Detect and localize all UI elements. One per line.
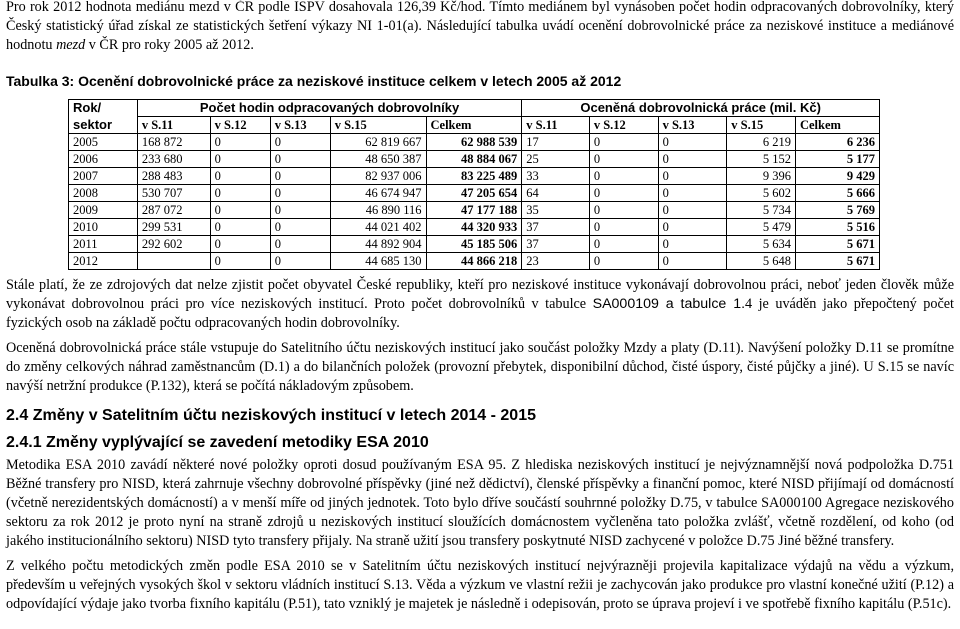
data-cell: 292 602	[137, 236, 210, 253]
paragraph-esa2010: Metodika ESA 2010 zavádí některé nové položky oproti dosud používaným ESA 95. Z hlediska neziskových institucí je nejvýznamnější nová podpoložka D.751 Běžné transfery pro NISD, která zahrnuje všechny dobrovolné příspěvky (jiné než dědictví), členské příspěvky a finanční pomoc, které NISD přijímají od domácností (včetně nerezidentských domácností) a v menší míře od jiných jednotek. Toto bylo dříve součástí souhrnné položky D.75, v tabulce SA000100 Agregace neziskového sektoru za rok 2012 je proto nyní na straně zdrojů u neziskových institucí sloužících domácnostem vyčleněna tato položka zvlášť, včetně rozdělení, od koho (od jakého institucionálního sektoru) NISD tyto transfery přijaly. Na straně užití jsou transfery poskytnuté NISD zachycené v položce D.75 Jiné běžné transfery.	[6, 457, 954, 549]
table-subheader-row	[69, 117, 880, 134]
intro-text-end: v ČR pro roky 2005 až 2012.	[85, 37, 254, 53]
table-row	[69, 151, 880, 168]
data-cell: 0	[270, 151, 330, 168]
data-cell: 0	[270, 168, 330, 185]
paragraph-methodology: Z velkého počtu metodických změn podle ESA 2010 se v Satelitním účtu neziskových institucí nejvýrazněji projevila kapitalizace výdajů na vědu a výzkum, především u veřejných vysokých škol v sektoru vládních institucí S.13. Věda a výzkum ve vlastní režii je zachycován jako produkce pro vlastní konečné užití (P.12) a odpovídající výdaje jako tvorba fixního kapitálu (P.51), tato vzniklý je majetek je následně i odepisován, proto se úprava projeví i ve spotřebě fixního kapitálu (P.51c).	[6, 558, 954, 612]
table-group-header-row	[69, 100, 880, 117]
data-cell: 299 531	[137, 219, 210, 236]
data-cell: 0	[589, 202, 658, 219]
data-cell: 5 769	[795, 202, 879, 219]
table-body	[69, 134, 880, 270]
data-cell: 0	[589, 253, 658, 270]
data-cell: 64	[522, 185, 590, 202]
column-header: Celkem	[795, 117, 879, 134]
data-cell: 5 634	[727, 236, 796, 253]
data-cell: 0	[210, 219, 270, 236]
column-header: Celkem	[426, 117, 522, 134]
data-cell: 35	[522, 202, 590, 219]
year-cell: 2011	[69, 236, 138, 253]
year-cell: 2010	[69, 219, 138, 236]
data-cell: 6 219	[727, 134, 796, 151]
data-cell: 62 988 539	[426, 134, 522, 151]
paragraph-valuation: Oceněná dobrovolnická práce stále vstupuje do Satelitního účtu neziskových institucí jako součást položky Mzdy a platy (D.11). Navýšení položky D.11 se promítne do změny celkových náhrad zaměstnancům (D.1) a do bilančních položek (provozní přebytek, disponibilní důchod, čisté úspory, čisté půjčky a jiné). U S.15 se navíc navýší netržní produkce (P.132), která se počítá nákladovým způsobem.	[6, 340, 954, 394]
year-cell: 2009	[69, 202, 138, 219]
year-cell: 2007	[69, 168, 138, 185]
intro-paragraph	[6, 0, 954, 55]
data-cell: 168 872	[137, 134, 210, 151]
data-cell: 0	[210, 168, 270, 185]
paragraph-volunteers	[6, 276, 954, 333]
data-cell: 83 225 489	[426, 168, 522, 185]
table-caption: Tabulka 3: Ocenění dobrovolnické práce za neziskové instituce celkem v letech 2005 až 2012	[6, 73, 622, 89]
data-cell: 0	[270, 236, 330, 253]
data-cell: 0	[270, 253, 330, 270]
data-cell: 5 671	[795, 253, 879, 270]
section-heading: 2.4 Změny v Satelitním účtu neziskových institucí v letech 2014 - 2015	[6, 407, 536, 424]
data-cell: 0	[658, 185, 727, 202]
data-cell: 44 892 904	[330, 236, 426, 253]
column-header: v S.11	[522, 117, 590, 134]
data-cell: 44 866 218	[426, 253, 522, 270]
data-cell: 0	[210, 185, 270, 202]
data-cell: 0	[658, 202, 727, 219]
data-cell: 9 396	[727, 168, 796, 185]
column-header: v S.11	[137, 117, 210, 134]
data-cell: 0	[270, 202, 330, 219]
year-cell: 2006	[69, 151, 138, 168]
data-cell: 5 177	[795, 151, 879, 168]
table-row	[69, 185, 880, 202]
data-cell: 5 602	[727, 185, 796, 202]
table-row	[69, 236, 880, 253]
intro-emphasis: mezd	[56, 37, 86, 53]
data-cell: 5 152	[727, 151, 796, 168]
data-cell: 47 205 654	[426, 185, 522, 202]
group-header-hours: Počet hodin odpracovaných dobrovolníky	[137, 100, 521, 117]
row-header-bottom: sektor	[69, 117, 138, 134]
intro-text: Pro rok 2012 hodnota mediánu mezd v ČR podle ISPV dosahovala 126,39 Kč/hod. Tímto mediánem byl vynásoben počet hodin odpracovaných dobrovolníky, který Český statistický úřad získal ze statistických šetření výkazy NI 1-01(a). Následující tabulka uvádí ocenění dobrovolnické práce za neziskové instituce a mediánové hodnotu	[6, 0, 954, 53]
data-cell: 37	[522, 236, 590, 253]
data-cell: 0	[589, 151, 658, 168]
data-cell: 0	[658, 134, 727, 151]
data-cell: 23	[522, 253, 590, 270]
data-cell: 17	[522, 134, 590, 151]
column-header: v S.13	[270, 117, 330, 134]
para1-text-end: 4 je uváděn jako přepočtený počet fyzických osob na základě počtu odpracovaných hodin dobrovolníky.	[6, 296, 954, 331]
para1-table-reference: SA000109 a tabulce 1.	[592, 296, 746, 312]
table-row	[69, 134, 880, 151]
data-cell: 33	[522, 168, 590, 185]
data-cell: 5 671	[795, 236, 879, 253]
table-row	[69, 253, 880, 270]
year-cell: 2008	[69, 185, 138, 202]
data-cell: 0	[589, 236, 658, 253]
row-header-top: Rok/	[69, 100, 138, 117]
data-cell: 0	[210, 202, 270, 219]
data-cell: 48 884 067	[426, 151, 522, 168]
data-cell	[137, 253, 210, 270]
data-cell: 5 648	[727, 253, 796, 270]
column-header: v S.12	[210, 117, 270, 134]
data-cell: 45 185 506	[426, 236, 522, 253]
volunteer-table	[68, 99, 880, 270]
year-cell: 2005	[69, 134, 138, 151]
data-cell: 44 685 130	[330, 253, 426, 270]
data-cell: 37	[522, 219, 590, 236]
data-cell: 0	[270, 219, 330, 236]
data-cell: 0	[589, 185, 658, 202]
data-cell: 0	[658, 151, 727, 168]
data-cell: 0	[210, 134, 270, 151]
table-row	[69, 219, 880, 236]
para1-text: Stále platí, že ze zdrojových dat nelze zjistit počet obyvatel České republiky, kteří pro neziskové instituce vykonávají dobrovolnou práci, neboť jeden člověk může vykonávat dobrovolnou práci pro více neziskových institucí. Proto počet dobrovolníků v tabulce	[6, 277, 954, 312]
data-cell: 0	[210, 253, 270, 270]
data-cell: 0	[210, 151, 270, 168]
data-cell: 44 320 933	[426, 219, 522, 236]
data-cell: 25	[522, 151, 590, 168]
data-cell: 0	[270, 185, 330, 202]
table-row	[69, 168, 880, 185]
data-cell: 0	[589, 219, 658, 236]
data-cell: 233 680	[137, 151, 210, 168]
data-cell: 0	[658, 168, 727, 185]
data-cell: 6 236	[795, 134, 879, 151]
column-header: v S.13	[658, 117, 727, 134]
column-header: v S.15	[727, 117, 796, 134]
data-cell: 0	[210, 236, 270, 253]
data-cell: 5 666	[795, 185, 879, 202]
data-cell: 287 072	[137, 202, 210, 219]
data-cell: 9 429	[795, 168, 879, 185]
table-row	[69, 202, 880, 219]
data-cell: 82 937 006	[330, 168, 426, 185]
group-header-value: Oceněná dobrovolnická práce (mil. Kč)	[522, 100, 880, 117]
data-cell: 0	[270, 134, 330, 151]
data-cell: 46 890 116	[330, 202, 426, 219]
data-cell: 44 021 402	[330, 219, 426, 236]
data-cell: 5 734	[727, 202, 796, 219]
data-cell: 0	[658, 236, 727, 253]
data-cell: 530 707	[137, 185, 210, 202]
column-header: v S.15	[330, 117, 426, 134]
data-cell: 5 479	[727, 219, 796, 236]
year-cell: 2012	[69, 253, 138, 270]
data-cell: 5 516	[795, 219, 879, 236]
column-header: v S.12	[589, 117, 658, 134]
data-cell: 46 674 947	[330, 185, 426, 202]
data-cell: 48 650 387	[330, 151, 426, 168]
data-cell: 47 177 188	[426, 202, 522, 219]
subsection-heading: 2.4.1 Změny vyplývající se zavedení metodiky ESA 2010	[6, 434, 429, 451]
data-cell: 288 483	[137, 168, 210, 185]
data-cell: 0	[658, 253, 727, 270]
data-cell: 0	[658, 219, 727, 236]
data-cell: 0	[589, 134, 658, 151]
data-cell: 62 819 667	[330, 134, 426, 151]
data-cell: 0	[589, 168, 658, 185]
